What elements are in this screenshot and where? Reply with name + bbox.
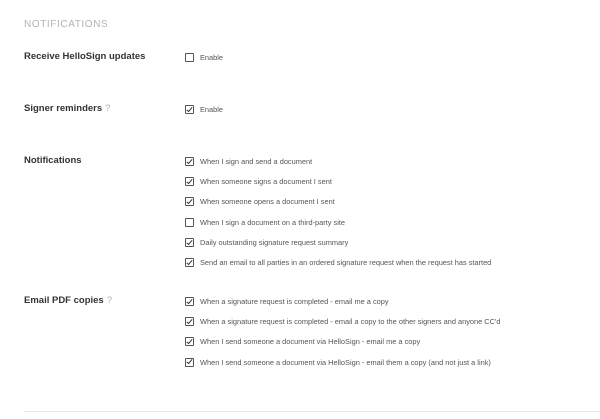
option-label[interactable]: Send an email to all parties in an ordered signature request when the request has started bbox=[200, 257, 492, 267]
option-someone-signs[interactable] bbox=[185, 178, 595, 198]
checkbox[interactable] bbox=[185, 238, 194, 247]
checkbox[interactable] bbox=[185, 317, 194, 326]
checkmark-icon bbox=[187, 105, 193, 111]
option-label[interactable]: Daily outstanding signature request summary bbox=[200, 237, 349, 247]
option-enable-updates[interactable] bbox=[185, 54, 595, 74]
option-completed-email-me[interactable] bbox=[185, 298, 595, 318]
setting-label-text: Email PDF copies bbox=[24, 295, 104, 306]
setting-label-text: Signer reminders bbox=[24, 103, 103, 114]
option-someone-opens[interactable] bbox=[185, 198, 595, 218]
option-label[interactable]: Enable bbox=[200, 105, 224, 114]
option-third-party-site[interactable] bbox=[185, 219, 595, 239]
checkbox[interactable] bbox=[185, 218, 194, 227]
option-completed-email-others[interactable] bbox=[185, 318, 595, 338]
option-label[interactable]: When someone opens a document I sent bbox=[200, 197, 335, 207]
help-icon[interactable]: ? bbox=[105, 103, 111, 114]
setting-label bbox=[24, 155, 82, 166]
checkbox[interactable] bbox=[185, 157, 194, 166]
option-label[interactable]: When I send someone a document via HelloSign - email me a copy bbox=[200, 337, 421, 347]
option-label[interactable]: Enable bbox=[200, 53, 224, 62]
checkmark-icon bbox=[187, 157, 193, 163]
checkmark-icon bbox=[187, 338, 193, 344]
bottom-divider bbox=[24, 411, 600, 412]
checkbox[interactable] bbox=[185, 53, 194, 62]
checkbox[interactable] bbox=[185, 297, 194, 306]
option-enable-reminders[interactable] bbox=[185, 106, 595, 126]
checkbox[interactable] bbox=[185, 258, 194, 267]
setting-label bbox=[24, 51, 145, 62]
checkmark-icon bbox=[187, 178, 193, 184]
option-send-email-me[interactable] bbox=[185, 338, 595, 358]
help-icon[interactable]: ? bbox=[106, 295, 113, 306]
checkmark-icon bbox=[187, 358, 193, 364]
checkbox[interactable] bbox=[185, 197, 194, 206]
option-label[interactable]: When a signature request is completed - email a copy to the other signers and anyone CC'd bbox=[200, 317, 501, 327]
checkmark-icon bbox=[187, 238, 193, 244]
checkbox[interactable] bbox=[185, 358, 194, 367]
checkbox[interactable] bbox=[185, 105, 194, 114]
checkmark-icon bbox=[187, 198, 193, 204]
options-list bbox=[185, 158, 595, 279]
options-list bbox=[185, 54, 595, 74]
setting-label-text: Receive HelloSign updates bbox=[24, 51, 146, 62]
checkmark-icon bbox=[187, 318, 193, 324]
option-label[interactable]: When I sign and send a document bbox=[200, 157, 313, 166]
checkbox[interactable] bbox=[185, 337, 194, 346]
option-sign-and-send[interactable] bbox=[185, 158, 595, 178]
option-label[interactable]: When a signature request is completed - email me a copy bbox=[200, 297, 389, 306]
option-daily-summary[interactable] bbox=[185, 239, 595, 259]
option-label[interactable]: When I sign a document on a third-party site bbox=[200, 217, 346, 227]
option-ordered-request-email[interactable] bbox=[185, 259, 595, 279]
setting-label bbox=[24, 103, 110, 114]
checkbox[interactable] bbox=[185, 177, 194, 186]
setting-label bbox=[24, 295, 112, 306]
setting-label-text: Notifications bbox=[24, 155, 82, 166]
option-label[interactable]: When I send someone a document via HelloSign - email them a copy (and not just a link) bbox=[200, 357, 491, 367]
option-send-email-them[interactable] bbox=[185, 359, 595, 379]
options-list bbox=[185, 106, 595, 126]
checkmark-icon bbox=[187, 258, 193, 264]
section-title: NOTIFICATIONS bbox=[24, 19, 109, 30]
option-label[interactable]: When someone signs a document I sent bbox=[200, 177, 332, 187]
checkmark-icon bbox=[187, 297, 193, 303]
options-list bbox=[185, 298, 595, 379]
